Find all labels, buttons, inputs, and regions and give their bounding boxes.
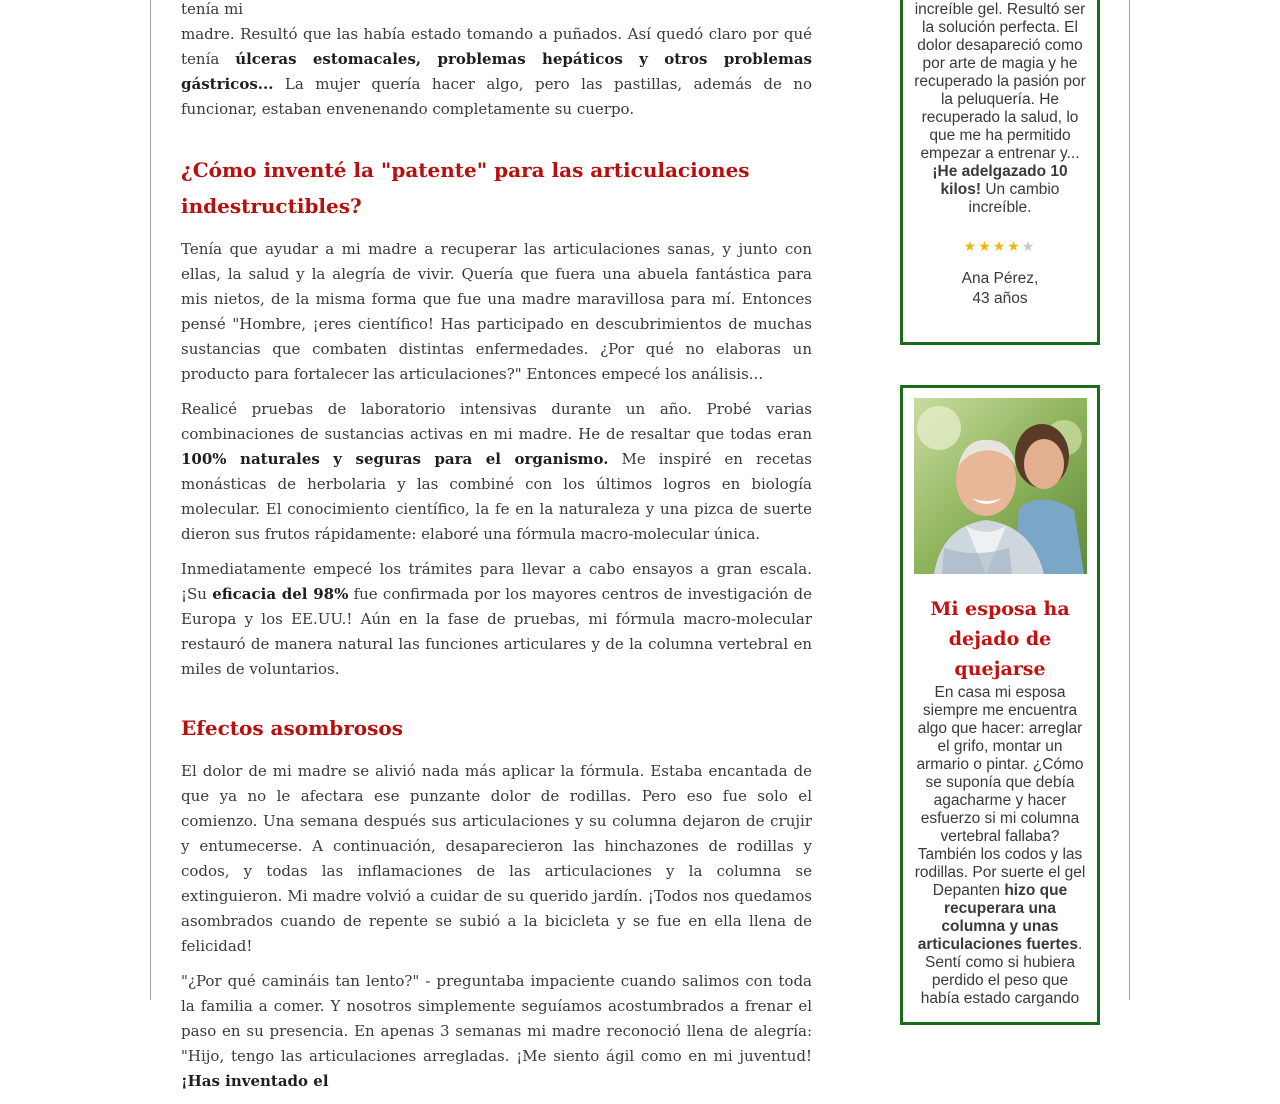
review-author-age: 43 años bbox=[972, 290, 1028, 307]
paragraph-bold-text: 100% naturales y seguras para el organismo. bbox=[181, 450, 609, 468]
paragraph-text: La mujer quería hacer algo, pero las pastillas, además de no funcionar, estaban envenenando completamente su cuerpo. bbox=[181, 75, 812, 118]
review-text-start: En casa mi esposa siempre me encuentra algo que hacer: arreglar el grifo, montar un armario o pintar. ¿Cómo se suponía que debía agacharme y hacer esfuerzo si mi columna vertebral fallaba? También los codos y las rodillas. Por suerte el gel Depanten bbox=[914, 684, 1086, 899]
paragraph-bold-text: eficacia del 98% bbox=[212, 585, 349, 603]
article-paragraph-1 bbox=[181, 22, 812, 122]
review-text bbox=[913, 684, 1087, 1008]
review-text-bold: hizo que recuperara una columna y unas articulaciones fuertes bbox=[917, 882, 1078, 953]
review-author bbox=[913, 269, 1087, 309]
couple-photo bbox=[914, 398, 1087, 574]
article-paragraph-3 bbox=[181, 397, 812, 547]
review-card-wife bbox=[900, 385, 1100, 1025]
review-text-end: Un cambio increíble. bbox=[968, 181, 1060, 216]
paragraph-bold-text: úlceras estomacales, problemas hepáticos y otros problemas gástricos... bbox=[181, 50, 812, 93]
star-filled-icon: ★★★★ bbox=[963, 238, 1022, 254]
paragraph-text: Realicé pruebas de laboratorio intensivas durante un año. Probé varias combinaciones de sustancias activas en mi madre. He de resaltar que todas eran bbox=[181, 400, 812, 443]
paragraph-text: Me inspiré en recetas monásticas de herbolaria y las combiné con los últimos logros en biología molecular. El conocimiento científico, la fe en la naturaleza y una pizca de suerte dieron sus frutos rápidamente: elaboré una fórmula macro-molecular única. bbox=[181, 450, 812, 543]
article-paragraph-5: El dolor de mi madre se alivió nada más aplicar la fórmula. Estaba encantada de que ya no le afectara ese punzante dolor de rodillas. Pero eso fue solo el comienzo. Una semana después sus articulaciones y su columna dejaron de crujir y entumecerse. A continuación, desaparecieron las hinchazones de rodillas y codos, y todas las inflamaciones de las articulaciones y la columna se extinguieron. Mi madre volvió a cuidar de su querido jardín. ¡Todos nos quedamos asombrados cuando de repente se subió a la bicicleta y se fue en ella llena de felicidad! bbox=[181, 762, 812, 955]
review-card-ana bbox=[900, 0, 1100, 345]
paragraph-text: fue confirmada por los mayores centros de investigación de Europa y los EE.UU.! Aún en la fase de pruebas, mi fórmula macro-molecular restauró de manera natural las funciones articulares y de la columna vertebral en miles de voluntarios. bbox=[181, 585, 812, 678]
article-paragraph-2: Tenía que ayudar a mi madre a recuperar las articulaciones sanas, y junto con ellas, la salud y la alegría de vivir. Quería que fuera una abuela fantástica para mis nietos, de la misma forma que fue una madre maravillosa para mí. Entonces pensé "Hombre, ¡eres científico! Has participado en descubrimientos de muchas sustancias que combaten distintas enfermedades. ¿Por qué no elaboras un producto para fortalecer las articulaciones?" Entonces empecé los análisis... bbox=[181, 240, 812, 383]
review-text-bold: ¡He adelgazado 10 kilos! bbox=[932, 163, 1068, 198]
article-paragraph-4 bbox=[181, 557, 812, 682]
article-body bbox=[181, 0, 812, 1104]
paragraph-text: madre. Resultó que las había estado tomando a puñados. Así quedó claro por qué tenía bbox=[181, 25, 812, 68]
article-paragraph-6 bbox=[181, 969, 812, 1094]
section-heading-effects: Efectos asombrosos bbox=[181, 716, 403, 740]
review-text-end: . Sentí como si hubiera perdido el peso que había estado cargando bbox=[920, 936, 1083, 1007]
rating-stars bbox=[913, 237, 1087, 255]
paragraph-bold-text: ¡Has inventado el bbox=[181, 1072, 329, 1090]
review-title: Mi esposa ha dejado de quejarse bbox=[930, 598, 1070, 680]
page-frame bbox=[150, 0, 1130, 1090]
review-text bbox=[913, 0, 1087, 217]
star-empty-icon: ★ bbox=[1021, 238, 1037, 254]
review-text-start: increíble gel. Resultó ser la solución perfecta. El dolor desapareció como por arte de magia y he recuperado la pasión por la peluquería. He recuperado la salud, lo que me ha permitido empezar a entrenar y... bbox=[914, 1, 1086, 162]
paragraph-text: "¿Por qué camináis tan lento?" - preguntaba impaciente cuando salimos con toda la familia a comer. Y nosotros simplemente seguíamos acostumbrados a frenar el paso en su presencia. En apenas 3 semanas mi madre reconoció llena de alegría: "Hijo, tengo las articulaciones arregladas. ¡Me siento ágil como en mi juventud! bbox=[181, 972, 812, 1065]
review-author-name: Ana Pérez, bbox=[961, 270, 1039, 287]
paragraph-text: Inmediatamente empecé los trámites para llevar a cabo ensayos a gran escala. ¡Su bbox=[181, 560, 812, 603]
article-top-fragment: tenía mi bbox=[181, 0, 244, 18]
section-heading-patent: ¿Cómo inventé la "patente" para las articulaciones indestructibles? bbox=[181, 158, 750, 218]
